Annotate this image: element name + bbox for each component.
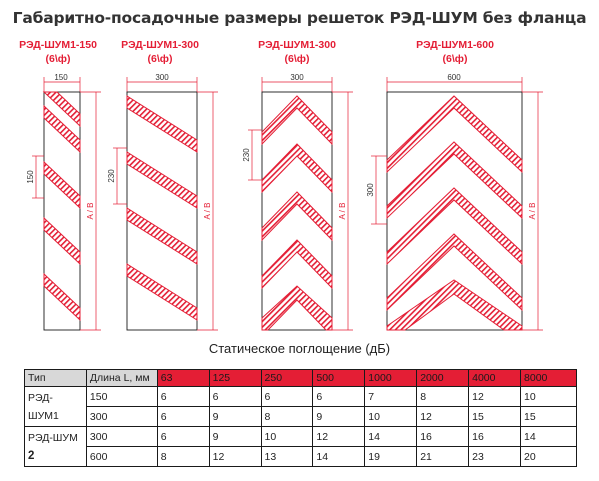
value-cell: 13 bbox=[261, 447, 313, 467]
value-cell: 12 bbox=[469, 387, 521, 407]
panel-2-name: РЭД-ШУМ1-300 bbox=[121, 39, 199, 51]
value-cell: 6 bbox=[261, 387, 313, 407]
table-caption: Статическое поглощение (дБ) bbox=[208, 341, 391, 356]
panel-2-pitch-label: 230 bbox=[107, 169, 116, 183]
value-cell: 12 bbox=[209, 447, 261, 467]
header-freq: 250 bbox=[261, 370, 313, 387]
panel-2-width-label: 300 bbox=[155, 73, 169, 82]
value-cell: 14 bbox=[313, 447, 365, 467]
table-row bbox=[25, 387, 577, 407]
panel-1-sub: (6\ф) bbox=[45, 53, 71, 65]
value-cell: 6 bbox=[157, 427, 209, 447]
panel-2 bbox=[107, 73, 218, 330]
panel-3-width-label: 300 bbox=[290, 73, 304, 82]
absorption-table bbox=[24, 369, 577, 467]
value-cell: 23 bbox=[469, 447, 521, 467]
table-row bbox=[25, 407, 577, 427]
panel-3-sub: (6\ф) bbox=[284, 53, 310, 65]
panel-4 bbox=[366, 73, 543, 330]
value-cell: 9 bbox=[209, 427, 261, 447]
header-freq: 4000 bbox=[469, 370, 521, 387]
length-cell: 600 bbox=[86, 447, 157, 467]
value-cell: 6 bbox=[209, 387, 261, 407]
table-row bbox=[25, 427, 577, 447]
value-cell: 8 bbox=[261, 407, 313, 427]
panel-4-width-label: 600 bbox=[447, 73, 461, 82]
length-cell: 150 bbox=[86, 387, 157, 407]
header-freq: 2000 bbox=[417, 370, 469, 387]
table-row bbox=[25, 447, 577, 467]
panel-3-height-label: A / B bbox=[338, 202, 347, 220]
panel-1-height-label: A / B bbox=[86, 202, 95, 220]
value-cell: 9 bbox=[313, 407, 365, 427]
value-cell: 6 bbox=[313, 387, 365, 407]
type-name: РЭД-ШУМ1 bbox=[28, 391, 59, 422]
panel-1 bbox=[26, 73, 101, 330]
type-number: 2 bbox=[28, 449, 35, 462]
panel-1-name: РЭД-ШУМ1-150 bbox=[19, 39, 97, 51]
value-cell: 8 bbox=[417, 387, 469, 407]
header-length: Длина L, мм bbox=[86, 370, 157, 387]
panel-3-pitch-label: 230 bbox=[242, 148, 251, 162]
header-freq: 63 bbox=[157, 370, 209, 387]
value-cell: 14 bbox=[365, 427, 417, 447]
header-freq: 125 bbox=[209, 370, 261, 387]
value-cell: 21 bbox=[417, 447, 469, 467]
panel-2-height-label: A / B bbox=[203, 202, 212, 220]
value-cell: 15 bbox=[521, 407, 577, 427]
value-cell: 6 bbox=[157, 387, 209, 407]
value-cell: 16 bbox=[469, 427, 521, 447]
value-cell: 20 bbox=[521, 447, 577, 467]
value-cell: 10 bbox=[365, 407, 417, 427]
page-title: Габаритно-посадочные размеры решеток РЭД-ШУМ без фланца bbox=[12, 9, 587, 27]
type-cell bbox=[25, 387, 87, 427]
length-cell: 300 bbox=[86, 407, 157, 427]
type-name: РЭД-ШУМ bbox=[28, 431, 78, 444]
value-cell: 6 bbox=[157, 407, 209, 427]
type-cell bbox=[25, 427, 87, 467]
length-cell: 300 bbox=[86, 427, 157, 447]
value-cell: 19 bbox=[365, 447, 417, 467]
value-cell: 10 bbox=[521, 387, 577, 407]
table-header-row bbox=[25, 370, 577, 387]
panel-3 bbox=[242, 73, 353, 330]
header-type: Тип bbox=[25, 370, 87, 387]
value-cell: 16 bbox=[417, 427, 469, 447]
header-freq: 8000 bbox=[521, 370, 577, 387]
value-cell: 9 bbox=[209, 407, 261, 427]
panel-4-pitch-label: 300 bbox=[366, 183, 375, 197]
value-cell: 8 bbox=[157, 447, 209, 467]
panel-4-name: РЭД-ШУМ1-600 bbox=[416, 39, 494, 51]
panel-1-pitch-label: 150 bbox=[26, 170, 35, 184]
value-cell: 10 bbox=[261, 427, 313, 447]
panel-1-width-label: 150 bbox=[54, 73, 68, 82]
value-cell: 7 bbox=[365, 387, 417, 407]
panel-2-sub: (6\ф) bbox=[147, 53, 173, 65]
value-cell: 12 bbox=[417, 407, 469, 427]
panel-4-height-label: A / B bbox=[528, 202, 537, 220]
panel-3-name: РЭД-ШУМ1-300 bbox=[258, 39, 336, 51]
value-cell: 15 bbox=[469, 407, 521, 427]
value-cell: 12 bbox=[313, 427, 365, 447]
panel-4-sub: (6\ф) bbox=[442, 53, 468, 65]
value-cell: 14 bbox=[521, 427, 577, 447]
header-freq: 500 bbox=[313, 370, 365, 387]
header-freq: 1000 bbox=[365, 370, 417, 387]
